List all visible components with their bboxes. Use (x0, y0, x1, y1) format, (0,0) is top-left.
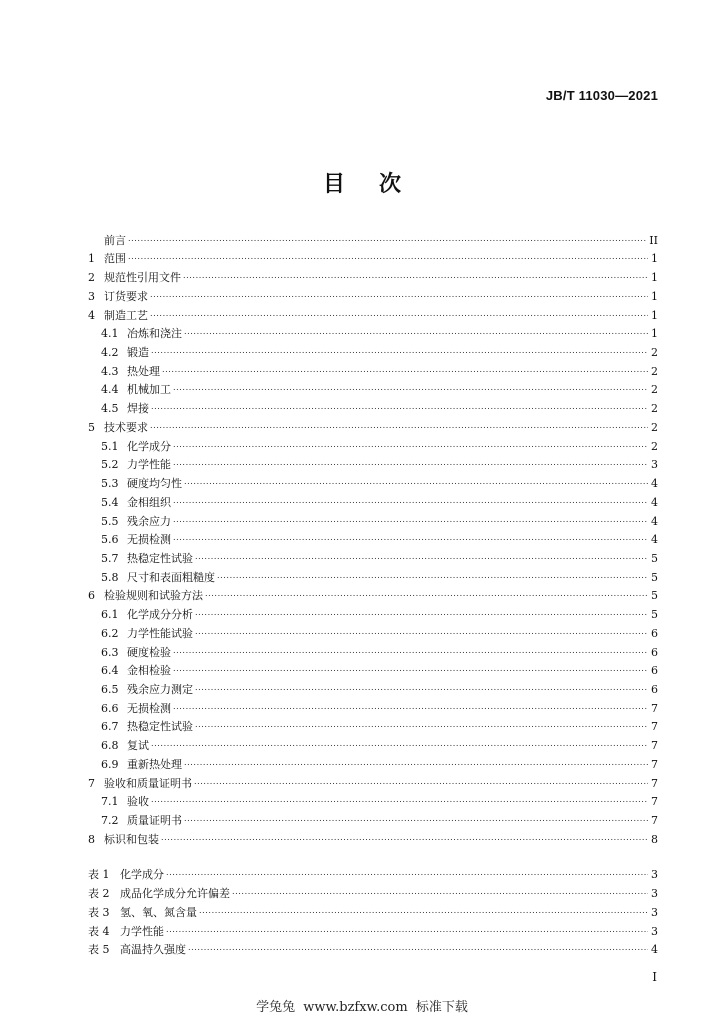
entry-number: 8 (88, 832, 95, 846)
entry-number: 7.2 (101, 814, 119, 827)
entry-number: 6.4 (101, 664, 119, 678)
entry-number: 表 5 (88, 943, 110, 957)
entry-label: 化学成分 (127, 439, 171, 453)
entry-number: 6.6 (101, 701, 119, 715)
entry-page: 6 (651, 645, 658, 659)
entry-page: 5 (651, 608, 658, 622)
toc-entry[interactable] (88, 791, 658, 810)
toc-entry[interactable] (88, 603, 658, 622)
dot-leader (195, 681, 648, 695)
entry-number: 4 (88, 308, 95, 322)
toc-entry[interactable] (88, 734, 658, 753)
entry-number: 表 2 (88, 887, 110, 901)
entry-number: 6.5 (101, 682, 119, 696)
entry-label: 订货要求 (104, 289, 148, 303)
entry-page: 1 (651, 271, 658, 285)
entry-number: 2 (88, 271, 95, 285)
entry-number: 5.2 (101, 458, 119, 472)
entry-label: 硬度均匀性 (127, 477, 182, 491)
toc-entry[interactable] (88, 435, 658, 454)
dot-leader (150, 307, 648, 321)
entry-page: 7 (651, 776, 658, 790)
dot-leader (151, 344, 648, 358)
toc-entry[interactable] (88, 360, 658, 379)
entry-page: 2 (651, 383, 658, 397)
entry-label: 制造工艺 (104, 308, 148, 322)
entry-page: 4 (651, 477, 658, 491)
entry-page: 3 (651, 887, 658, 901)
entry-number: 5.8 (101, 570, 119, 584)
toc-entry[interactable] (88, 828, 658, 847)
entry-number: 6.1 (101, 608, 119, 622)
entry-number: 5.6 (101, 533, 119, 547)
entry-number: 4.3 (101, 364, 119, 378)
dot-leader (162, 363, 648, 377)
entry-page: 3 (651, 924, 658, 938)
dot-leader (184, 756, 648, 770)
entry-label: 残余应力测定 (127, 682, 193, 696)
entry-number: 4.2 (101, 346, 119, 360)
entry-label: 氢、氧、氮含量 (120, 905, 197, 919)
dot-leader (128, 250, 648, 264)
entry-label: 标识和包装 (104, 832, 159, 846)
entry-label: 范围 (104, 252, 126, 266)
entry-label: 规范性引用文件 (104, 271, 181, 285)
entry-page: 2 (651, 420, 658, 434)
entry-number: 5.4 (101, 495, 119, 509)
entry-label: 力学性能试验 (127, 626, 193, 640)
entry-number: 表 3 (88, 905, 110, 919)
dot-leader (188, 941, 648, 955)
entry-number: 6.3 (101, 645, 119, 659)
dot-leader (166, 923, 648, 937)
dot-leader (183, 269, 648, 283)
entry-label: 焊接 (127, 402, 149, 416)
entry-page: 5 (651, 551, 658, 565)
entry-page: II (649, 233, 658, 247)
toc-entry[interactable] (88, 622, 658, 641)
dot-leader (151, 400, 648, 414)
entry-page: 1 (651, 252, 658, 266)
page-number: I (652, 970, 657, 984)
entry-page: 4 (651, 533, 658, 547)
entry-label: 力学性能 (120, 924, 164, 938)
toc-entry[interactable] (88, 697, 658, 716)
entry-label: 验收 (127, 795, 149, 809)
dot-leader (150, 419, 648, 433)
entry-number: 7 (88, 776, 95, 790)
table-entry[interactable] (88, 882, 658, 901)
dot-leader (199, 904, 648, 918)
toc-entry[interactable] (88, 772, 658, 791)
dot-leader (195, 550, 648, 564)
dot-leader (184, 812, 648, 826)
toc-entry[interactable] (88, 472, 658, 491)
entry-number: 6 (88, 589, 95, 603)
entry-label: 热稳定性试验 (127, 551, 193, 565)
toc-entry[interactable] (88, 585, 658, 604)
entry-page: 1 (651, 308, 658, 322)
entry-page: 7 (651, 757, 658, 771)
entry-number: 3 (88, 289, 95, 303)
dot-leader (173, 700, 648, 714)
entry-label: 尺寸和表面粗糙度 (127, 570, 215, 584)
toc-entry[interactable] (88, 641, 658, 660)
footer-watermark: 学兔兔 www.bzfxw.com 标准下载 (256, 1000, 468, 1015)
table-entry[interactable] (88, 901, 658, 920)
entry-page: 4 (651, 943, 658, 957)
entry-label: 前言 (104, 233, 126, 247)
entry-number: 4.1 (101, 327, 119, 341)
entry-label: 冶炼和浇注 (127, 327, 182, 341)
table-entry[interactable] (88, 939, 658, 958)
entry-number: 5 (88, 420, 95, 434)
entry-label: 锻造 (127, 346, 149, 360)
dot-leader (173, 662, 648, 676)
entry-page: 2 (651, 439, 658, 453)
entry-page: 7 (651, 701, 658, 715)
entry-page: 7 (651, 739, 658, 753)
entry-label: 力学性能 (127, 458, 171, 472)
dot-leader (184, 325, 648, 339)
dot-leader (150, 288, 648, 302)
entry-label: 金相检验 (127, 664, 171, 678)
entry-page: 4 (651, 514, 658, 528)
toc-entry[interactable] (88, 397, 658, 416)
toc-entry[interactable] (88, 566, 658, 585)
entry-page: 5 (651, 570, 658, 584)
entry-number: 6.7 (101, 720, 119, 734)
entry-label: 热处理 (127, 364, 160, 378)
entry-number: 6.2 (101, 626, 119, 640)
table-entry[interactable] (88, 920, 658, 939)
entry-label: 机械加工 (127, 383, 171, 397)
entry-label: 化学成分 (120, 868, 164, 882)
entry-number: 6.8 (101, 739, 119, 753)
entry-number: 5.1 (101, 439, 119, 453)
toc-entry[interactable] (88, 285, 658, 304)
entry-number: 5.3 (101, 477, 119, 491)
entry-page: 6 (651, 682, 658, 696)
entry-number: 5.7 (101, 551, 119, 565)
dot-leader (173, 513, 648, 527)
toc-entry[interactable] (88, 809, 658, 828)
dot-leader (128, 232, 647, 246)
toc-entry[interactable] (88, 454, 658, 473)
entry-number: 表 1 (88, 868, 110, 882)
entry-number: 4.4 (101, 383, 119, 397)
entry-page: 4 (651, 495, 658, 509)
entry-page: 7 (651, 814, 658, 827)
entry-label: 验收和质量证明书 (104, 776, 192, 790)
toc-entry[interactable] (88, 547, 658, 566)
entry-number: 4.5 (101, 402, 119, 416)
dot-leader (195, 606, 648, 620)
table-of-contents (88, 229, 658, 957)
dot-leader (173, 381, 648, 395)
entry-label: 成品化学成分允许偏差 (120, 887, 230, 901)
dot-leader (151, 737, 648, 751)
dot-leader (173, 494, 648, 508)
dot-leader (194, 775, 648, 789)
toc-entry[interactable] (88, 229, 658, 248)
entry-label: 复试 (127, 739, 149, 753)
entry-label: 质量证明书 (127, 814, 182, 827)
entry-page: 3 (651, 458, 658, 472)
toc-entry[interactable] (88, 248, 658, 267)
entry-number: 5.5 (101, 514, 119, 528)
toc-gap (88, 847, 658, 864)
dot-leader (173, 644, 648, 658)
entry-page: 3 (651, 868, 658, 882)
dot-leader (217, 569, 648, 583)
entry-label: 化学成分分析 (127, 608, 193, 622)
table-list (88, 864, 658, 958)
entry-page: 1 (651, 289, 658, 303)
entry-page: 6 (651, 664, 658, 678)
entry-page: 8 (651, 832, 658, 846)
entry-page: 3 (651, 905, 658, 919)
toc-entry[interactable] (88, 678, 658, 697)
entry-label: 硬度检验 (127, 645, 171, 659)
toc-entry[interactable] (88, 341, 658, 360)
table-entry[interactable] (88, 864, 658, 883)
entry-label: 金相组织 (127, 495, 171, 509)
dot-leader (232, 885, 648, 899)
entry-page: 2 (651, 402, 658, 416)
standard-code: JB/T 11030—2021 (545, 88, 658, 103)
entry-label: 残余应力 (127, 514, 171, 528)
toc-entry[interactable] (88, 660, 658, 679)
entry-number: 表 4 (88, 924, 110, 938)
entry-page: 6 (651, 626, 658, 640)
entry-label: 高温持久强度 (120, 943, 186, 957)
toc-entry[interactable] (88, 753, 658, 772)
entry-label: 技术要求 (104, 420, 148, 434)
entry-number: 7.1 (101, 795, 119, 809)
entry-page: 2 (651, 346, 658, 360)
dot-leader (184, 475, 648, 489)
dot-leader (166, 866, 648, 880)
entry-page: 7 (651, 795, 658, 809)
toc-entry[interactable] (88, 491, 658, 510)
entry-number: 1 (88, 252, 95, 266)
toc-entry[interactable] (88, 304, 658, 323)
toc-entry[interactable] (88, 510, 658, 529)
toc-entry[interactable] (88, 416, 658, 435)
toc-entry[interactable] (88, 266, 658, 285)
toc-entry[interactable] (88, 323, 658, 342)
dot-leader (195, 718, 648, 732)
dot-leader (205, 587, 648, 601)
toc-entries (88, 229, 658, 847)
entry-page: 5 (651, 589, 658, 603)
toc-entry[interactable] (88, 529, 658, 548)
dot-leader (173, 456, 648, 470)
dot-leader (173, 531, 648, 545)
dot-leader (173, 438, 648, 452)
page-title: 目次 (322, 172, 435, 197)
entry-label: 重新热处理 (127, 757, 182, 771)
entry-page: 7 (651, 720, 658, 734)
entry-number: 6.9 (101, 757, 119, 771)
entry-label: 热稳定性试验 (127, 720, 193, 734)
toc-entry[interactable] (88, 716, 658, 735)
entry-label: 无损检测 (127, 701, 171, 715)
dot-leader (195, 625, 648, 639)
toc-entry[interactable] (88, 379, 658, 398)
dot-leader (151, 793, 648, 807)
dot-leader (161, 831, 648, 845)
entry-label: 无损检测 (127, 533, 171, 547)
entry-page: 1 (651, 327, 658, 341)
entry-page: 2 (651, 364, 658, 378)
entry-label: 检验规则和试验方法 (104, 589, 203, 603)
